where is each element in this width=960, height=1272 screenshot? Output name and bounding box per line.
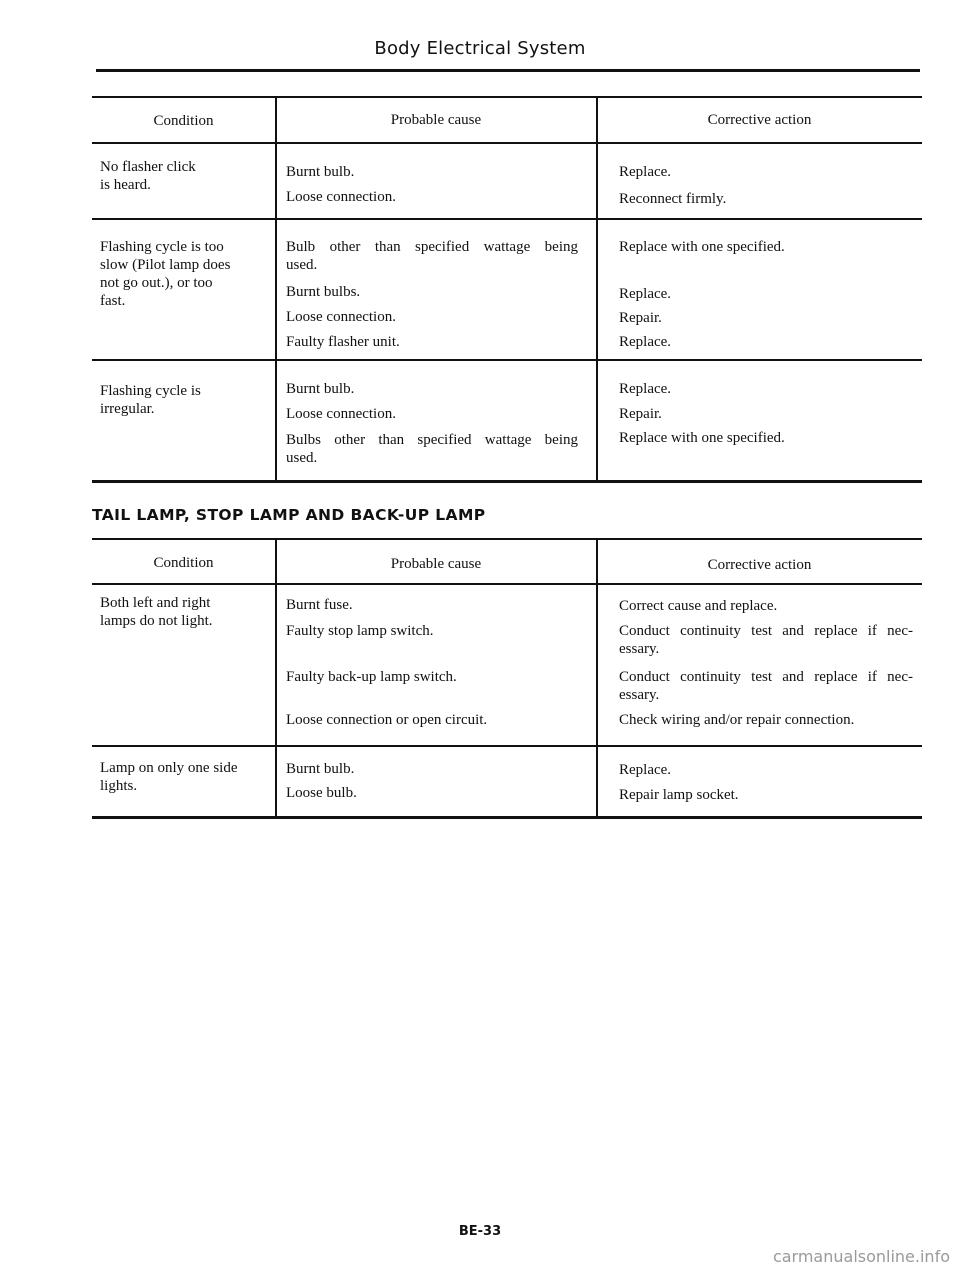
table-bottom-rule <box>92 816 922 819</box>
action-text: Replace. <box>619 381 672 397</box>
action-text: Replace with one specified. <box>619 430 785 446</box>
cause-text: used. <box>286 450 318 466</box>
condition-text: fast. <box>100 293 126 309</box>
condition-text: Flashing cycle is <box>100 383 201 399</box>
watermark: carmanualsonline.info <box>772 1247 950 1266</box>
cause-text: Loose connection or open circuit. <box>286 712 488 728</box>
action-text: Check wiring and/or repair connection. <box>619 712 855 728</box>
cause-text: used. <box>286 257 318 273</box>
condition-text: slow (Pilot lamp does <box>100 257 231 273</box>
action-text: Repair. <box>619 310 662 326</box>
page-number: BE-33 <box>458 1224 502 1239</box>
condition-text: not go out.), or too <box>100 275 213 291</box>
column-divider <box>275 538 277 818</box>
cause-text: Loose bulb. <box>286 785 357 801</box>
action-text: Repair lamp socket. <box>619 787 739 803</box>
condition-text: Lamp on only one side <box>100 760 238 776</box>
condition-text: lamps do not light. <box>100 613 213 629</box>
cause-text: Faulty back-up lamp switch. <box>286 669 457 685</box>
column-divider <box>596 96 598 482</box>
header-rule <box>96 69 920 72</box>
cause-text: Burnt bulb. <box>286 164 355 180</box>
column-header-action: Corrective action <box>707 112 812 128</box>
cause-text: Loose connection. <box>286 406 396 422</box>
action-text: essary. <box>619 641 660 657</box>
action-text: Replace. <box>619 762 672 778</box>
action-text: essary. <box>619 687 660 703</box>
flasher-trouble-table <box>92 96 922 484</box>
action-text: Reconnect firmly. <box>619 191 727 207</box>
row-divider <box>92 359 922 361</box>
action-text: Replace. <box>619 164 672 180</box>
cause-text: Bulbs other than specified wattage being <box>286 432 578 448</box>
section-title: TAIL LAMP, STOP LAMP AND BACK-UP LAMP <box>92 506 486 524</box>
condition-text: Both left and right <box>100 595 211 611</box>
cause-text: Burnt fuse. <box>286 597 353 613</box>
header-bottom-rule <box>92 583 922 585</box>
lamp-trouble-table <box>92 538 922 820</box>
page-header: Body Electrical System <box>374 38 586 59</box>
action-text: Correct cause and replace. <box>619 598 778 614</box>
cause-text: Faulty stop lamp switch. <box>286 623 434 639</box>
cause-text: Burnt bulbs. <box>286 284 361 300</box>
column-header-cause: Probable cause <box>390 112 482 128</box>
cause-text: Loose connection. <box>286 189 396 205</box>
cause-text: Bulb other than specified wattage being <box>286 239 578 255</box>
column-divider <box>596 538 598 818</box>
action-text: Conduct continuity test and replace if nec- <box>619 623 913 639</box>
cause-text: Burnt bulb. <box>286 381 355 397</box>
header-bottom-rule <box>92 142 922 144</box>
action-text: Replace. <box>619 334 672 350</box>
cause-text: Faulty flasher unit. <box>286 334 400 350</box>
action-text: Replace with one specified. <box>619 239 785 255</box>
table-bottom-rule <box>92 480 922 483</box>
action-text: Conduct continuity test and replace if nec- <box>619 669 913 685</box>
condition-text: No flasher click <box>100 159 196 175</box>
table-top-rule <box>92 538 922 540</box>
table-top-rule <box>92 96 922 98</box>
cause-text: Loose connection. <box>286 309 396 325</box>
column-header-condition: Condition <box>153 555 214 571</box>
row-divider <box>92 745 922 747</box>
column-divider <box>275 96 277 482</box>
condition-text: lights. <box>100 778 138 794</box>
action-text: Replace. <box>619 286 672 302</box>
action-text: Repair. <box>619 406 662 422</box>
cause-text: Burnt bulb. <box>286 761 355 777</box>
column-header-action: Corrective action <box>707 557 812 573</box>
condition-text: irregular. <box>100 401 155 417</box>
condition-text: is heard. <box>100 177 151 193</box>
condition-text: Flashing cycle is too <box>100 239 224 255</box>
column-header-cause: Probable cause <box>390 556 482 572</box>
row-divider <box>92 218 922 220</box>
column-header-condition: Condition <box>153 113 214 129</box>
